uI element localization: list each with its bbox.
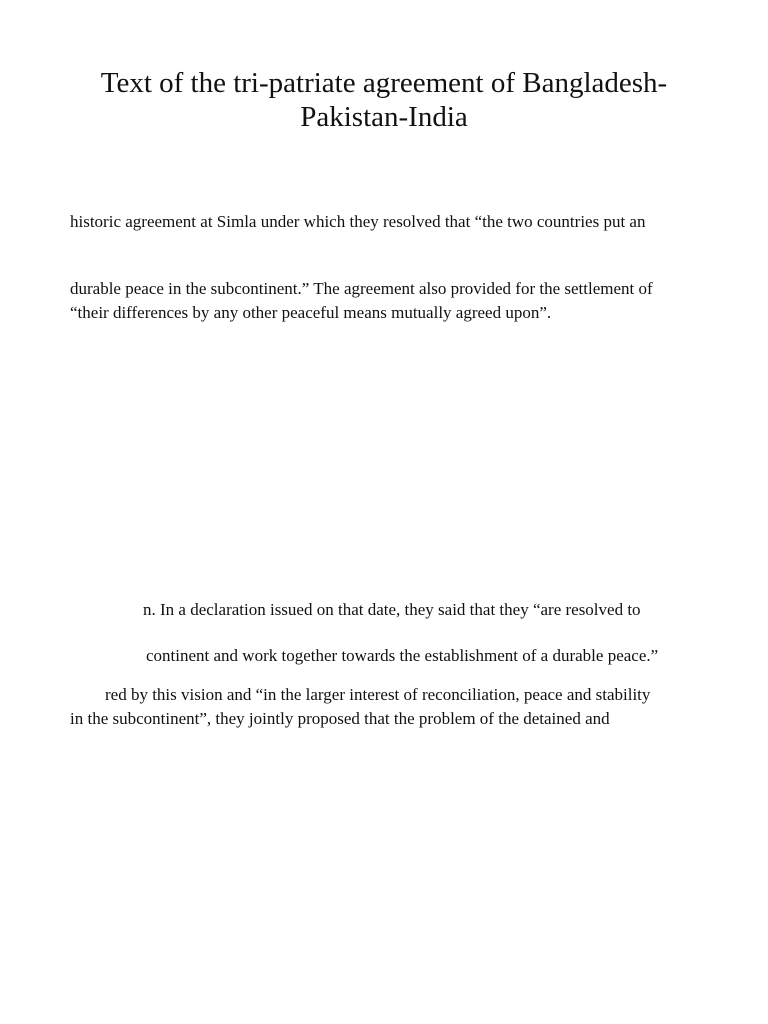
body-text-line: red by this vision and “in the larger interest of reconciliation, peace and stability (105, 685, 651, 704)
body-text-line: “their differences by any other peaceful means mutually agreed upon”. (70, 303, 552, 322)
body-text-line: n. In a declaration issued on that date, they said that they “are resolved to (143, 600, 641, 619)
body-text-line: durable peace in the subcontinent.” The agreement also provided for the settlement of (70, 279, 653, 298)
body-text-line: historic agreement at Simla under which they resolved that “the two countries put an (70, 212, 646, 231)
title-line-1: Text of the tri-patriate agreement of Bangladesh- (100, 67, 668, 99)
document-title (0, 66, 768, 134)
body-text-line: continent and work together towards the establishment of a durable peace.” (146, 646, 659, 665)
title-line-2: Pakistan-India (300, 101, 468, 133)
body-text-line: in the subcontinent”, they jointly proposed that the problem of the detained and (70, 709, 610, 728)
